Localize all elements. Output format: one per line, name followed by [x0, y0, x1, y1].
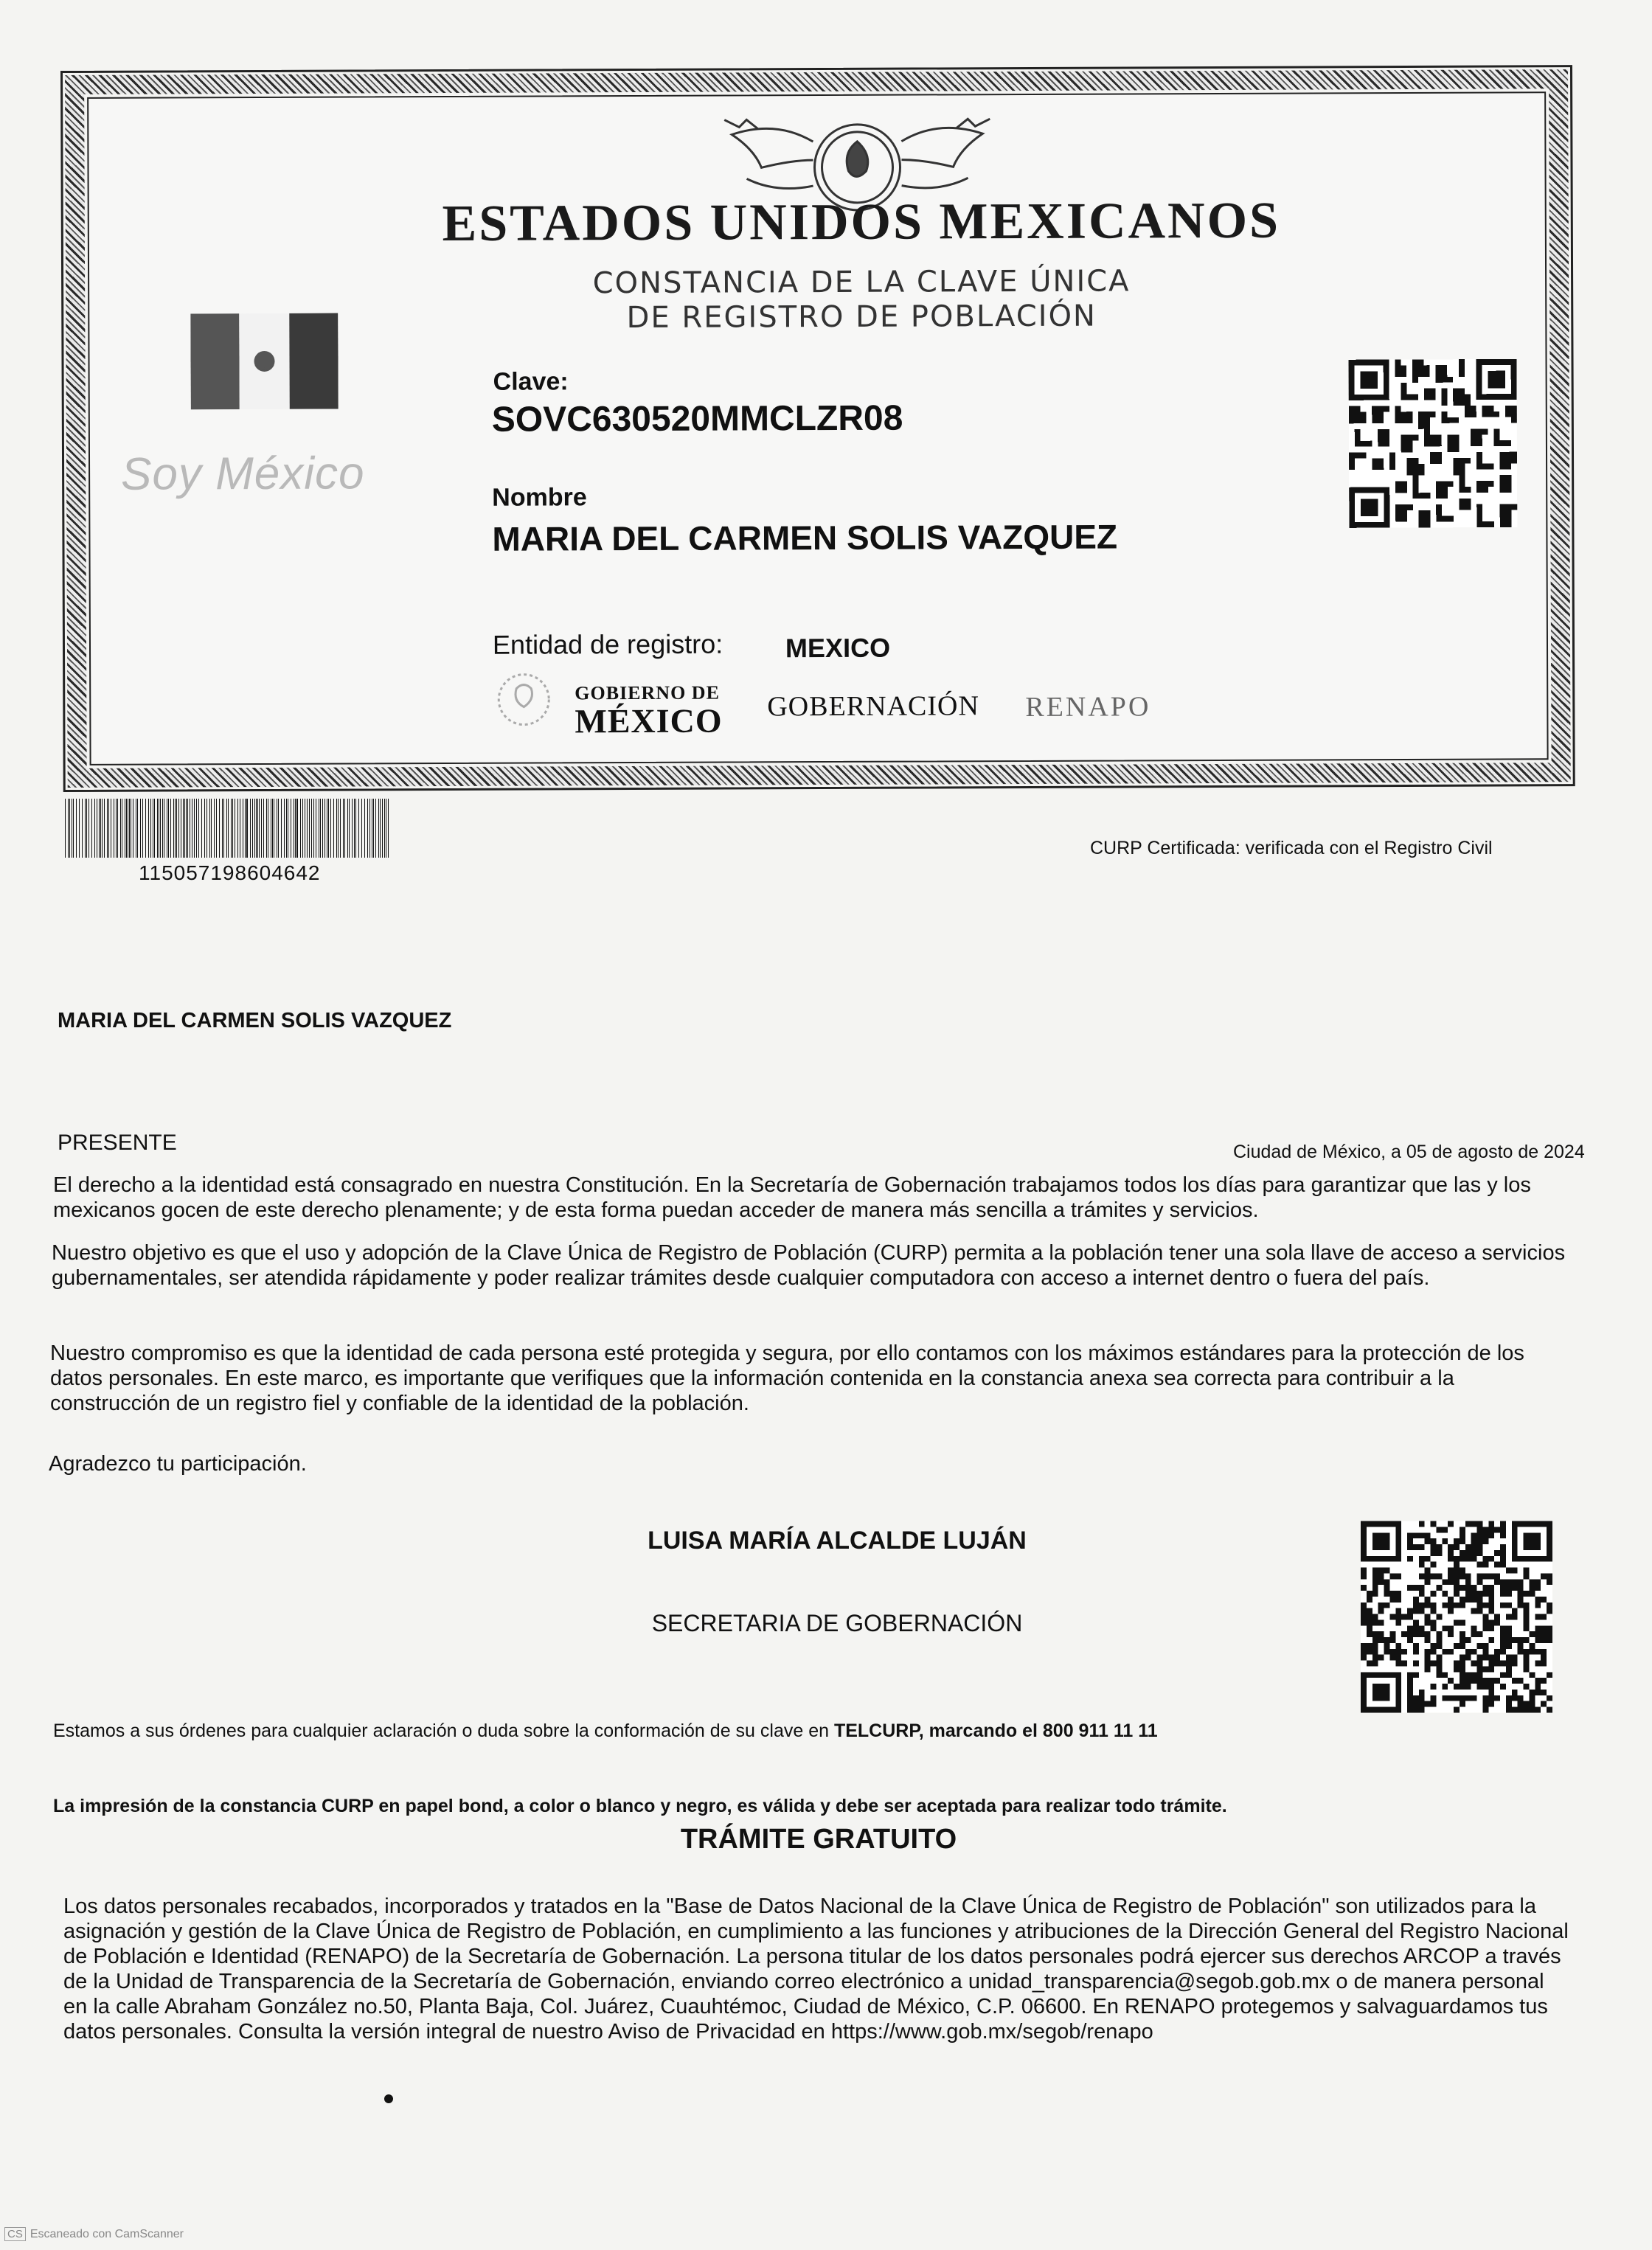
document-subtitle-line1: CONSTANCIA DE LA CLAVE ÚNICA — [592, 264, 1131, 301]
paragraph-2-line-2: gubernamentales, ser atendida rápidamente y poder realizar trámites desde cualquier computadora con acceso a internet dentro o fuera del país. — [52, 1266, 1430, 1290]
privacy-line-5: en la calle Abraham González no.50, Planta Baja, Col. Juárez, Cuauhtémoc, Ciudad de México, C.P. 06600. En RENAPO protegemos y salvaguardamos tus — [63, 1995, 1548, 2018]
free-procedure-heading: TRÁMITE GRATUITO — [680, 1824, 957, 1855]
paragraph-3-line-2: datos personales. En este marco, es importante que verifiques que la información contenida en la constancia anexa sea correcta para contribuir a la — [50, 1367, 1454, 1390]
letter-place-date: Ciudad de México, a 05 de agosto de 2024 — [1233, 1142, 1585, 1162]
paragraph-3-line-1: Nuestro compromiso es que la identidad de cada persona esté protegida y segura, por ello contamos con los máximos estándares para la protección de los — [50, 1341, 1524, 1365]
gobernacion-label: GOBERNACIÓN — [767, 690, 979, 723]
soy-mexico-watermark: Soy México — [120, 448, 365, 500]
qr-code-icon — [1349, 356, 1518, 530]
paragraph-1-line-1: El derecho a la identidad está consagrado en nuestra Constitución. En la Secretaría de Gobernación trabajamos todos los días para garantizar que las y los — [53, 1173, 1531, 1197]
mexico-flag-icon — [190, 313, 338, 410]
entidad-value: MEXICO — [785, 632, 891, 664]
validity-note: La impresión de la constancia CURP en papel bond, a color o blanco y negro, es válida y debe ser aceptada para realizar todo trámite. — [53, 1796, 1227, 1816]
clave-label: Clave: — [493, 367, 569, 396]
mexico-label: MÉXICO — [575, 701, 723, 740]
document-title: ESTADOS UNIDOS MEXICANOS — [442, 192, 1281, 253]
ink-dot — [384, 2094, 393, 2103]
paragraph-3-line-3: construcción de un registro fiel y confiable de la identidad de la población. — [50, 1392, 749, 1415]
qr-code-icon — [1361, 1519, 1552, 1715]
paragraph-2-line-1: Nuestro objetivo es que el uso y adopción de la Clave Única de Registro de Población (CURP) permita a la población tener una sola llave de acceso a servicios — [52, 1241, 1566, 1265]
nombre-label: Nombre — [492, 483, 587, 512]
nombre-value: MARIA DEL CARMEN SOLIS VAZQUEZ — [492, 517, 1118, 558]
contact-text: Estamos a sus órdenes para cualquier aclaración o duda sobre la conformación de su clave en — [53, 1721, 834, 1741]
paragraph-1-line-2: mexicanos gocen de este derecho plenamente; y de esta forma puedan acceder de manera más sencilla a trámites y servicios. — [53, 1198, 1259, 1222]
letter-thanks: Agradezco tu participación. — [49, 1452, 307, 1476]
letter-recipient: MARIA DEL CARMEN SOLIS VAZQUEZ — [58, 1009, 452, 1032]
renapo-label: RENAPO — [1025, 691, 1151, 723]
camscanner-badge: CS — [4, 2227, 26, 2241]
barcode-number: 115057198604642 — [139, 861, 321, 884]
gobierno-emblem-icon — [494, 666, 553, 732]
camscanner-label: Escaneado con CamScanner — [30, 2228, 184, 2240]
letter-presente: PRESENTE — [58, 1131, 177, 1155]
certified-note: CURP Certificada: verificada con el Registro Civil — [1090, 838, 1493, 858]
privacy-line-2: asignación y gestión de la Clave Única de Registro de Población, en cumplimiento a las funciones y atribuciones de la Dirección General del Registro Nacional — [63, 1920, 1569, 1943]
clave-value: SOVC630520MMCLZR08 — [491, 398, 903, 440]
contact-line — [53, 1718, 1158, 1744]
entidad-label: Entidad de registro: — [492, 628, 723, 660]
gobierno-de-label: GOBIERNO DE — [575, 681, 720, 704]
scanner-watermark — [4, 2227, 184, 2241]
privacy-line-1: Los datos personales recabados, incorporados y tratados en la "Base de Datos Nacional de la Clave Única de Registro de Población" son utilizados para la — [63, 1895, 1536, 1918]
signer-name: LUISA MARÍA ALCALDE LUJÁN — [648, 1527, 1027, 1555]
telcurp-phone: TELCURP, marcando el 800 911 11 11 — [833, 1721, 1158, 1741]
privacy-line-4: de la Unidad de Transparencia de la Secretaría de Gobernación, enviando correo electrónico a unidad_transparencia@segob.gob.mx o de manera personal — [63, 1970, 1544, 1993]
barcode-icon — [65, 799, 393, 858]
curp-certificate — [60, 65, 1575, 792]
document-subtitle-line2: DE REGISTRO DE POBLACIÓN — [626, 299, 1097, 336]
privacy-line-6: datos personales. Consulta la versión integral de nuestro Aviso de Privacidad en https://www.gob.mx/segob/renapo — [63, 2020, 1153, 2044]
signer-title: SECRETARIA DE GOBERNACIÓN — [651, 1610, 1023, 1636]
privacy-line-3: de Población e Identidad (RENAPO) de la Secretaría de Gobernación. La persona titular de los datos personales podrá ejercer sus derechos ARCOP a través — [63, 1945, 1561, 1968]
